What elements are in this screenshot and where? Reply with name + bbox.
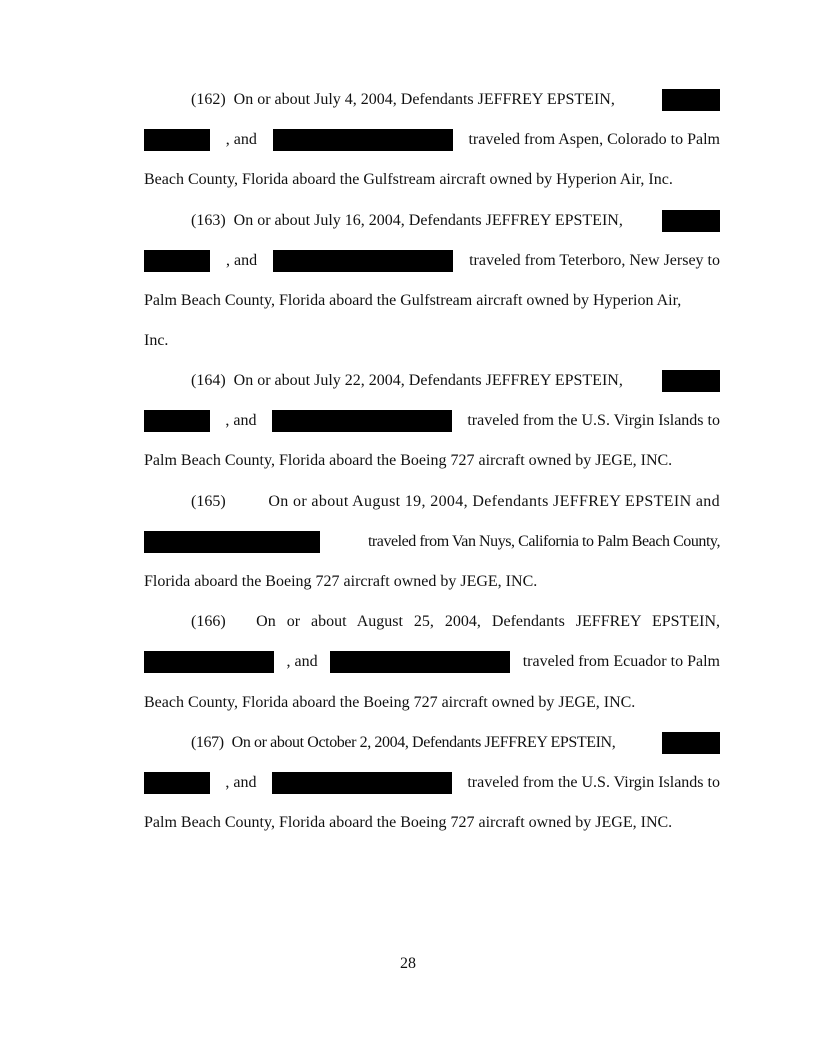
paragraph-text: On or about August 19, 2004, Defendants JEFFREY EPSTEIN and <box>268 493 720 510</box>
paragraph-163-line-3 <box>144 290 720 312</box>
paragraph-text: traveled from the U.S. Virgin Islands to <box>467 774 720 791</box>
paragraph-162-line-1 <box>191 89 720 111</box>
redaction-box <box>662 732 720 754</box>
paragraph-164-line-3 <box>144 450 720 472</box>
paragraph-text: Florida aboard the Boeing 727 aircraft owned by JEGE, INC. <box>144 573 538 590</box>
paragraph-163-line-1 <box>191 210 720 232</box>
paragraph-166-line-3 <box>144 692 720 714</box>
paragraph-text: On or about October 2, 2004, Defendants JEFFREY EPSTEIN, <box>231 734 616 751</box>
paragraph-text: , and <box>225 252 258 269</box>
paragraph-text: Palm Beach County, Florida aboard the Boeing 727 aircraft owned by JEGE, INC. <box>144 452 673 469</box>
paragraph-text: Inc. <box>144 332 169 349</box>
redaction-box <box>273 250 453 272</box>
redaction-box <box>144 129 210 151</box>
paragraph-number: (164) <box>191 372 226 389</box>
redaction-box <box>144 531 320 553</box>
paragraph-number: (162) <box>191 91 226 108</box>
paragraph-166-line-1 <box>191 611 720 633</box>
paragraph-text: , and <box>225 131 257 148</box>
paragraph-text: traveled from Van Nuys, California to Palm Beach County, <box>367 533 720 550</box>
redaction-box <box>144 410 210 432</box>
redaction-box <box>273 129 453 151</box>
paragraph-text: , and <box>225 412 257 429</box>
paragraph-163-line-2 <box>144 250 720 272</box>
paragraph-text: traveled from the U.S. Virgin Islands to <box>467 412 720 429</box>
paragraph-165-line-2 <box>144 531 720 553</box>
paragraph-text: , and <box>225 774 257 791</box>
paragraph-text: Beach County, Florida aboard the Gulfstream aircraft owned by Hyperion Air, Inc. <box>144 171 673 188</box>
redaction-box <box>272 772 452 794</box>
paragraph-164-line-1 <box>191 370 720 392</box>
redaction-box <box>662 370 720 392</box>
paragraph-text: traveled from Ecuador to Palm <box>522 653 720 670</box>
paragraph-167-line-2 <box>144 772 720 794</box>
paragraph-165-line-1 <box>191 491 720 513</box>
redaction-box <box>330 651 510 673</box>
paragraph-162-line-3 <box>144 169 720 191</box>
paragraph-166-line-2 <box>144 651 720 673</box>
paragraph-text: Palm Beach County, Florida aboard the Gulfstream aircraft owned by Hyperion Air, <box>144 292 682 309</box>
redaction-box <box>144 651 274 673</box>
paragraph-165-line-3 <box>144 571 720 593</box>
paragraph-text: On or about August 25, 2004, Defendants JEFFREY EPSTEIN, <box>256 613 720 630</box>
paragraph-164-line-2 <box>144 410 720 432</box>
paragraph-162-line-2 <box>144 129 720 151</box>
paragraph-number: (165) <box>191 493 226 510</box>
paragraph-text: On or about July 4, 2004, Defendants JEFFREY EPSTEIN, <box>233 91 615 108</box>
paragraph-163-line-4 <box>144 330 720 352</box>
paragraph-text: On or about July 22, 2004, Defendants JEFFREY EPSTEIN, <box>233 372 623 389</box>
redaction-box <box>144 772 210 794</box>
redaction-box <box>144 250 210 272</box>
redaction-box <box>662 210 720 232</box>
paragraph-167-line-3 <box>144 812 720 834</box>
paragraph-text: On or about July 16, 2004, Defendants JEFFREY EPSTEIN, <box>233 212 623 229</box>
paragraph-text: Beach County, Florida aboard the Boeing 727 aircraft owned by JEGE, INC. <box>144 694 636 711</box>
paragraph-number: (167) <box>191 734 224 751</box>
paragraph-number: (163) <box>191 212 226 229</box>
redaction-box <box>272 410 452 432</box>
redaction-box <box>662 89 720 111</box>
paragraph-number: (166) <box>191 613 226 630</box>
paragraph-text: , and <box>286 653 318 670</box>
page-number: 28 <box>400 955 416 972</box>
paragraph-text: traveled from Aspen, Colorado to Palm <box>468 131 720 148</box>
paragraph-text: traveled from Teterboro, New Jersey to <box>469 252 720 269</box>
paragraph-167-line-1 <box>191 732 720 754</box>
paragraph-text: Palm Beach County, Florida aboard the Boeing 727 aircraft owned by JEGE, INC. <box>144 814 673 831</box>
